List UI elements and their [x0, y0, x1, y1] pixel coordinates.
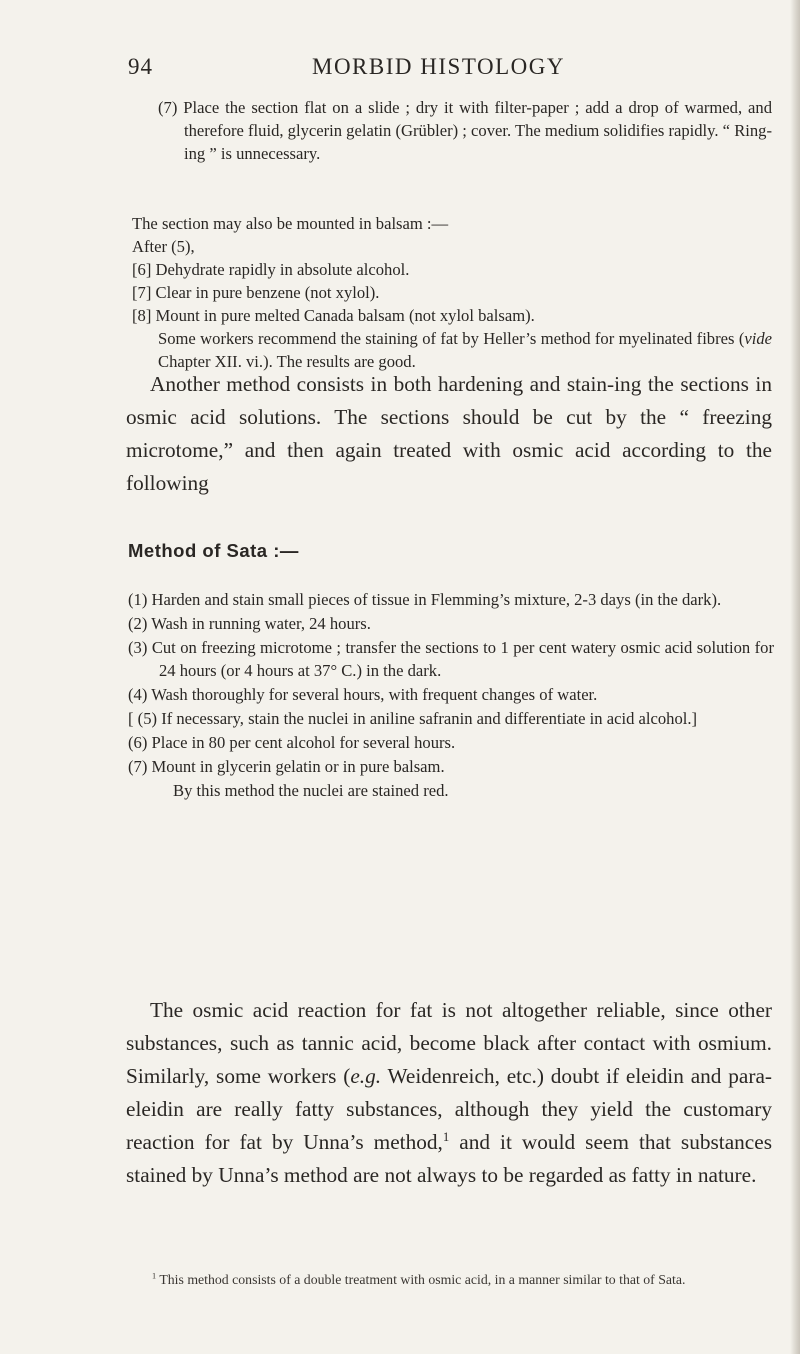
step-text: Wash thoroughly for several hours, with frequent changes of water.: [151, 685, 598, 704]
step-text: If necessary, stain the nuclei in aniline safranin and differentiate in acid alcohol.]: [161, 709, 698, 728]
running-title: MORBID HISTOLOGY: [312, 54, 565, 79]
footnote-text: This method consists of a double treatment with osmic acid, in a manner similar to that of Sata.: [156, 1272, 686, 1287]
step-number: (4): [128, 685, 148, 704]
sata-step: [128, 612, 774, 635]
balsam-step: [132, 304, 772, 327]
footnote: [126, 1270, 772, 1289]
step-text: Mount in glycerin gelatin or in pure balsam.: [151, 757, 445, 776]
step-text: Cut on freezing microtome ; transfer the sections to 1 per cent watery osmic acid solution for 24 hours (or 4 hours at 37° C.) in the dark.: [151, 638, 774, 680]
step-number: (7): [128, 757, 148, 776]
page-number: 94: [128, 54, 153, 79]
step-text: Mount in pure melted Canada balsam (not xylol balsam).: [155, 306, 535, 325]
sata-result: By this method the nuclei are stained red.: [173, 781, 449, 800]
step-number: [ (5): [128, 709, 158, 728]
balsam-note: Some workers recommend the staining of fat by Heller’s method for myelinated fibres (vide Chapter XII. vi.). The results are good.: [158, 329, 772, 371]
step-text: Harden and stain small pieces of tissue in Flemming’s mixture, 2-3 days (in the dark).: [151, 590, 722, 609]
balsam-intro: The section may also be mounted in balsam :—: [132, 214, 449, 233]
step-text: Dehydrate rapidly in absolute alcohol.: [155, 260, 410, 279]
running-header: [128, 54, 688, 86]
step-text: Clear in pure benzene (not xylol).: [155, 283, 380, 302]
step-number: (1): [128, 590, 148, 609]
step-number: (2): [128, 614, 148, 633]
balsam-section: [132, 212, 772, 373]
vide-italic: vide: [744, 329, 772, 348]
step-number: (6): [128, 733, 148, 752]
step-text: Place in 80 per cent alcohol for several hours.: [151, 733, 456, 752]
sata-step: [128, 588, 774, 611]
method-title: Method of Sata :—: [128, 540, 299, 561]
step-text: Place the section flat on a slide ; dry it with filter-paper ; add a drop of warmed, and therefore fluid, glycerin gelatin (Grübler) ; cover. The medium solidifies rapidly. “ Ring-ing ” is unnecessary.: [183, 98, 772, 163]
balsam-after: After (5),: [132, 237, 195, 256]
paragraph-another-method: Another method consists in both hardening and stain-ing the sections in osmic acid solutions. The sections should be cut by the “ freezing microtome,” and then again treated with osmic acid according to the following: [126, 372, 772, 495]
sata-steps: [128, 588, 774, 802]
page-edge-shadow: [790, 0, 800, 1354]
footnote-mark: 1: [152, 1271, 157, 1281]
step-number: [6]: [132, 260, 152, 279]
sata-step: [128, 636, 774, 682]
step-number: [7]: [132, 283, 152, 302]
paragraph-osmic-reaction: The osmic acid reaction for fat is not altogether reliable, since other substances, such as tannic acid, become black after contact with osmium. Similarly, some workers (e.g. Weidenreich, etc.) doubt if eleidin and para-eleidin are really fatty substances, although they yield the customary reaction for fat by Unna’s method,$^1$ and it would seem that substances stained by Unna’s method are not always to be regarded as fatty in nature.: [126, 998, 772, 1187]
eg-italic: e.g.: [350, 1064, 382, 1088]
step-number: (3): [128, 638, 148, 657]
footnote-reference[interactable]: 1: [442, 1129, 450, 1144]
sata-step: [128, 683, 774, 706]
top-step: [158, 96, 772, 165]
step-number: (7): [158, 98, 178, 117]
step-text: Wash in running water, 24 hours.: [151, 614, 371, 633]
sata-step: [128, 707, 774, 730]
sata-step: [128, 731, 774, 754]
step-number: [8]: [132, 306, 152, 325]
balsam-step: [132, 281, 772, 304]
balsam-step: [132, 258, 772, 281]
sata-step: [128, 755, 774, 778]
